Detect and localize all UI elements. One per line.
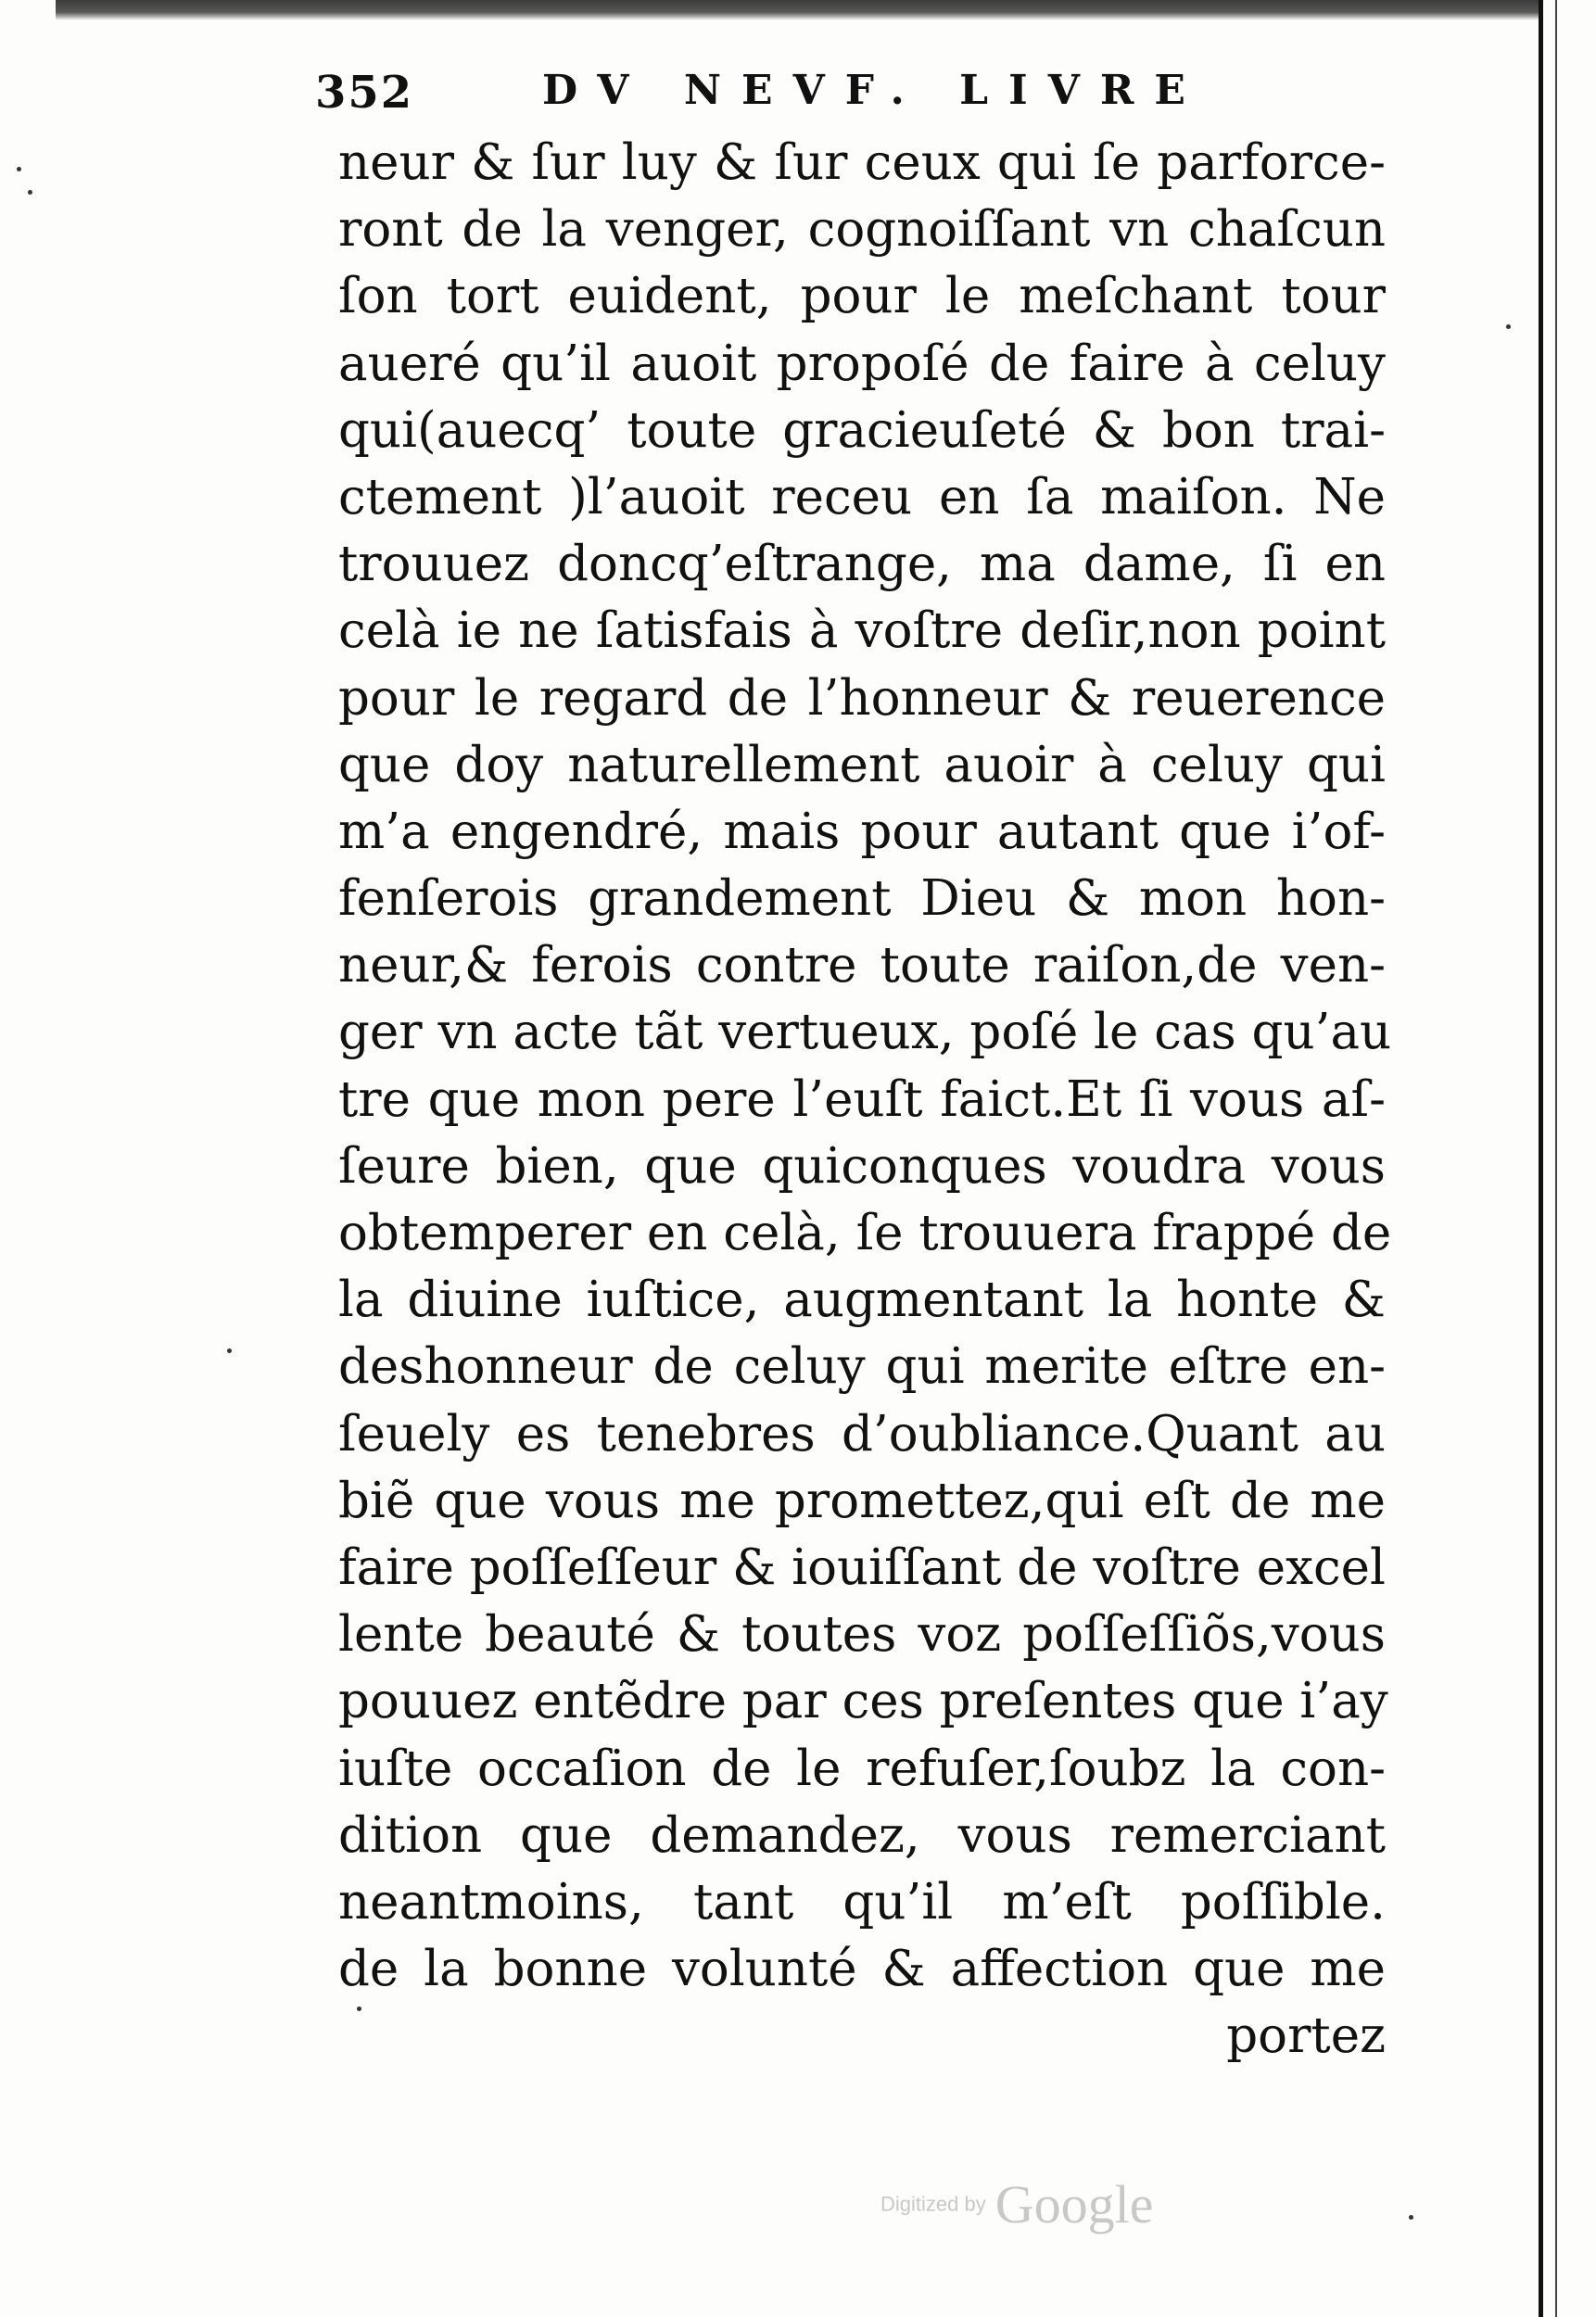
scan-speck	[28, 190, 32, 195]
text-line: lente beauté & toutes voz poſſeſſiõs,vous	[338, 1606, 1386, 1664]
text-line: tre que mon pere l’euſt faict.Et ſi vous aſ-	[338, 1070, 1386, 1128]
scan-speck	[1409, 2215, 1413, 2220]
scan-speck	[357, 2007, 361, 2011]
scan-speck	[227, 1348, 232, 1353]
text-line: trouuez doncq’eſtrange, ma dame, ſi en	[338, 536, 1386, 593]
text-line: faire poſſeſſeur & iouiſſant de voſtre excel	[338, 1538, 1386, 1596]
digitized-watermark	[880, 2173, 1153, 2235]
text-line: celà ie ne ſatisfais à voſtre deſir,non point	[338, 602, 1386, 660]
text-line: pouuez entẽdre par ces preſentes que i’ay	[338, 1673, 1388, 1730]
text-line: iuſte occaſion de le refuſer,ſoubz la con-	[338, 1740, 1386, 1797]
text-line: neur,& ferois contre toute raiſon,de ven-	[338, 937, 1386, 994]
text-line: dition que demandez, vous remerciant	[338, 1806, 1386, 1864]
text-line: pour le regard de l’honneur & reuerence	[338, 669, 1386, 727]
binding-edge	[1539, 0, 1543, 2317]
scan-speck	[17, 167, 21, 171]
running-title: DV NEVF. LIVRE	[542, 67, 1206, 114]
text-line: ront de la venger, cognoiſſant vn chaſcun	[338, 201, 1386, 259]
text-line: biẽ que vous me promettez,qui eſt de me	[338, 1472, 1386, 1529]
text-line: neur & ſur luy & ſur ceux qui ſe parforce-	[338, 134, 1386, 191]
text-line: fenſerois grandement Dieu & mon hon-	[338, 870, 1386, 928]
text-line: de la bonne volunté & affection que me	[338, 1941, 1386, 1998]
text-line: ctement )l’auoit receu en ſa maiſon. Ne	[338, 468, 1386, 525]
watermark-prefix: Digitized by	[880, 2192, 986, 2216]
text-line: la diuine iuſtice, augmentant la honte &	[338, 1272, 1386, 1329]
scan-top-edge	[56, 0, 1539, 20]
text-line: m’a engendré, mais pour autant que i’of-	[338, 803, 1386, 860]
text-line: neantmoins, tant qu’il m’eſt poſſible.	[338, 1873, 1386, 1931]
text-line: ſeuely es tenebres d’oubliance.Quant au	[338, 1405, 1386, 1462]
text-line: ger vn acte tãt vertueux, poſé le cas qu’au	[338, 1004, 1392, 1061]
text-line: obtemperer en celà, ſe trouuera frappé de	[338, 1205, 1392, 1261]
binding-edge-inner	[1555, 0, 1557, 2317]
body-text	[338, 130, 1392, 2070]
scan-speck	[1506, 324, 1511, 329]
watermark-brand: Google	[994, 2174, 1154, 2235]
text-line: ſon tort euident, pour le meſchant tour	[338, 268, 1386, 325]
page-header	[315, 67, 1260, 122]
page-number: 352	[315, 67, 414, 119]
text-line: qui(auecq’ toute gracieuſeté & bon trai-	[338, 401, 1386, 459]
text-line: que doy naturellement auoir à celuy qui	[338, 736, 1386, 793]
text-line: ſeure bien, que quiconques voudra vous	[338, 1137, 1386, 1195]
text-line: aueré qu’il auoit propoſé de faire à celuy	[338, 335, 1386, 392]
text-line: deshonneur de celuy qui merite eſtre en-	[338, 1338, 1386, 1396]
catchword: portez	[1226, 2007, 1386, 2065]
